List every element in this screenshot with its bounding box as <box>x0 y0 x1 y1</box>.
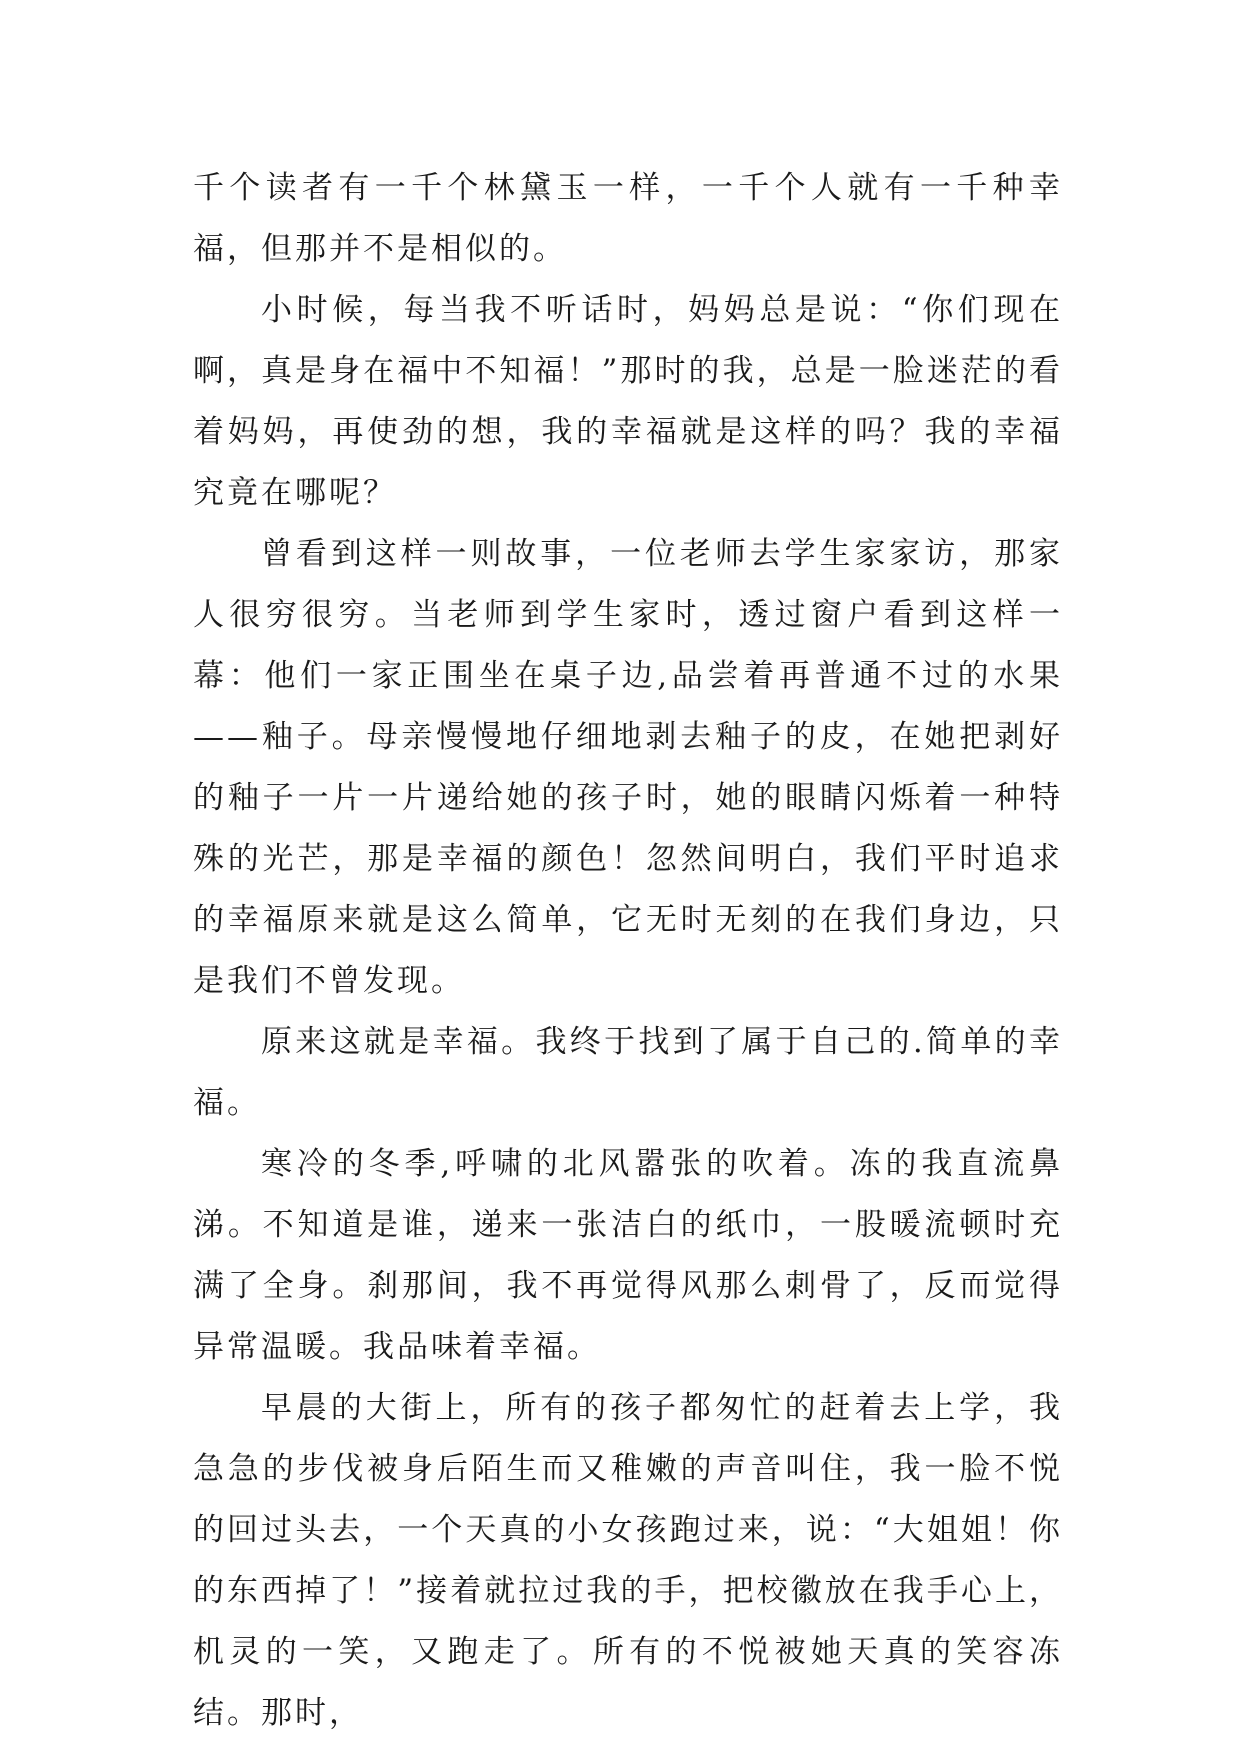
paragraph-1: 千个读者有一千个林黛玉一样，一千个人就有一千种幸福，但那并不是相似的。 <box>193 170 1063 267</box>
paragraph-6: 早晨的大街上，所有的孩子都匆忙的赶着去上学，我急急的步伐被身后陌生而又稚嫩的声音叫住，我一脸不悦的回过头去，一个天真的小女孩跑过来，说：“大姐姐！你的东西掉了！”接着就拉过我的手，把校徽放在我手心上，机灵的一笑，又跑走了。所有的不悦被她天真的笑容冻结。那时， <box>193 1390 1063 1731</box>
essay-body <box>193 158 1063 1744</box>
paragraph-3: 曾看到这样一则故事，一位老师去学生家家访，那家人很穷很穷。当老师到学生家时，透过窗户看到这样一幕：他们一家正围坐在桌子边,品尝着再普通不过的水果——釉子。母亲慢慢地仔细地剥去釉子的皮，在她把剥好的釉子一片一片递给她的孩子时，她的眼睛闪烁着一种特殊的光芒，那是幸福的颜色！忽然间明白，我们平时追求的幸福原来就是这么简单，它无时无刻的在我们身边，只是我们不曾发现。 <box>193 536 1063 999</box>
paragraph-5: 寒冷的冬季,呼啸的北风嚣张的吹着。冻的我直流鼻涕。不知道是谁，递来一张洁白的纸巾，一股暖流顿时充满了全身。刹那间，我不再觉得风那么刺骨了，反而觉得异常温暖。我品味着幸福。 <box>193 1146 1063 1365</box>
paragraph-2: 小时候，每当我不听话时，妈妈总是说：“你们现在啊，真是身在福中不知福！”那时的我，总是一脸迷茫的看着妈妈，再使劲的想，我的幸福就是这样的吗？我的幸福究竟在哪呢？ <box>193 292 1063 511</box>
paragraph-4: 原来这就是幸福。我终于找到了属于自己的.简单的幸福。 <box>193 1024 1063 1121</box>
